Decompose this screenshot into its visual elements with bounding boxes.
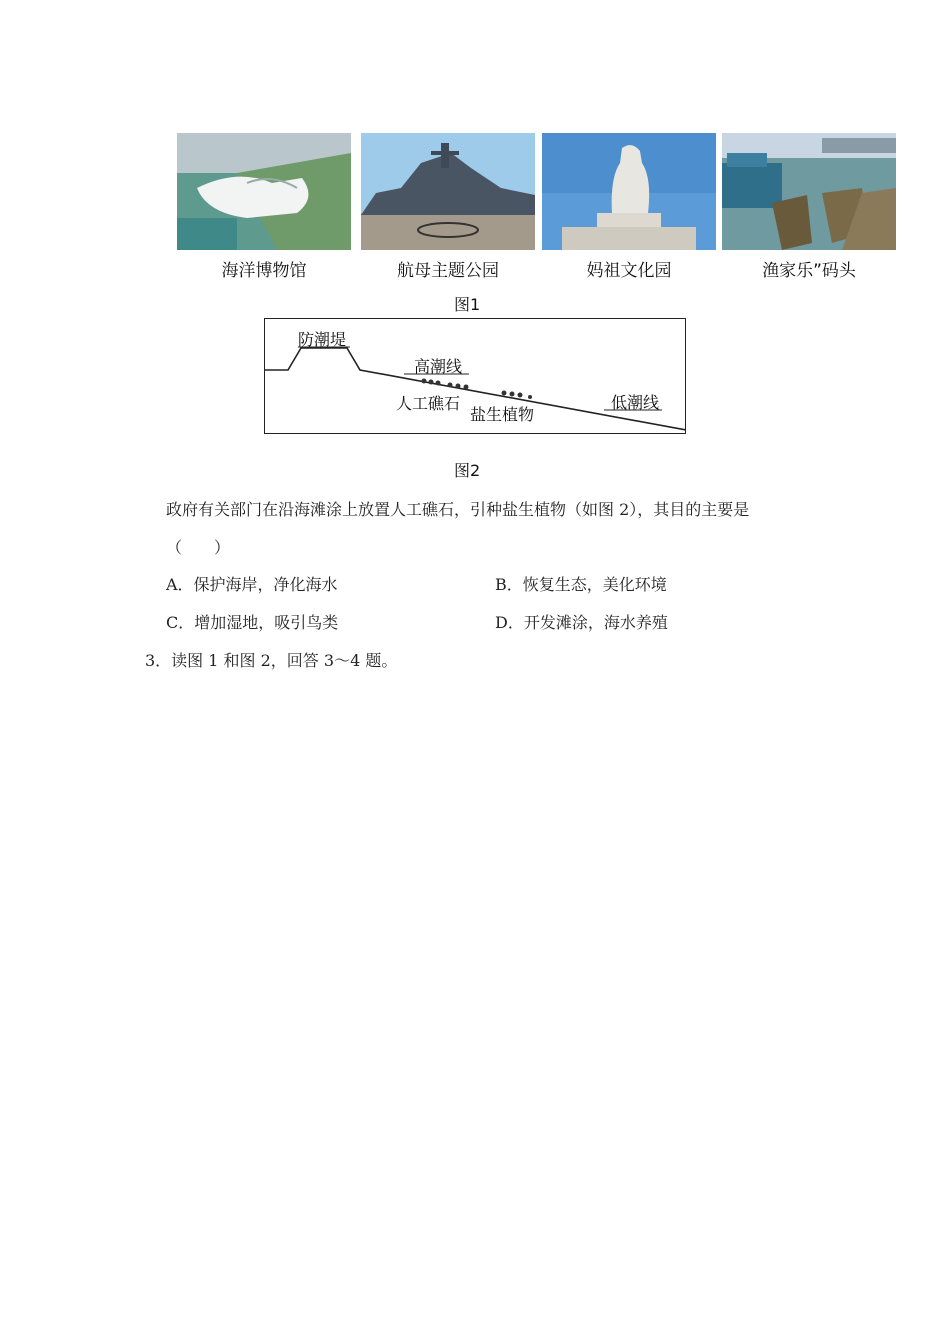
caption-mazu-park: 妈祖文化园	[586, 261, 672, 281]
label-low-tide: 低潮线	[611, 393, 660, 412]
figure1-label: 图1	[454, 295, 481, 314]
option-b[interactable]: B．恢复生态，美化环境	[495, 575, 667, 594]
label-artificial-reef: 人工礁石	[396, 394, 461, 413]
answer-blank: （ ）	[166, 538, 231, 557]
label-high-tide: 高潮线	[414, 357, 463, 376]
photo-fisherman-pier	[722, 133, 896, 250]
option-a[interactable]: A．保护海岸，净化海水	[166, 575, 338, 594]
label-salt-plants: 盐生植物	[470, 405, 535, 424]
caption-ocean-museum: 海洋博物馆	[221, 261, 307, 281]
label-seawall: 防潮堤	[298, 330, 347, 349]
caption-fisherman-pier: 渔家乐”码头	[762, 261, 856, 281]
coastal-profile-diagram	[264, 318, 686, 434]
photo-ocean-museum	[177, 133, 351, 250]
next-question: 3．读图 1 和图 2，回答 3～4 题。	[145, 651, 398, 670]
photo-mazu-park	[542, 133, 716, 250]
option-c[interactable]: C．增加湿地，吸引鸟类	[166, 613, 339, 632]
option-d[interactable]: D．开发滩涂，海水养殖	[495, 613, 668, 632]
caption-carrier-park: 航母主题公园	[397, 261, 499, 281]
figure2-label: 图2	[454, 461, 481, 480]
photo-carrier-park	[361, 133, 535, 250]
question-stem: 政府有关部门在沿海滩涂上放置人工礁石，引种盐生植物（如图 2），其目的主要是	[166, 500, 750, 519]
